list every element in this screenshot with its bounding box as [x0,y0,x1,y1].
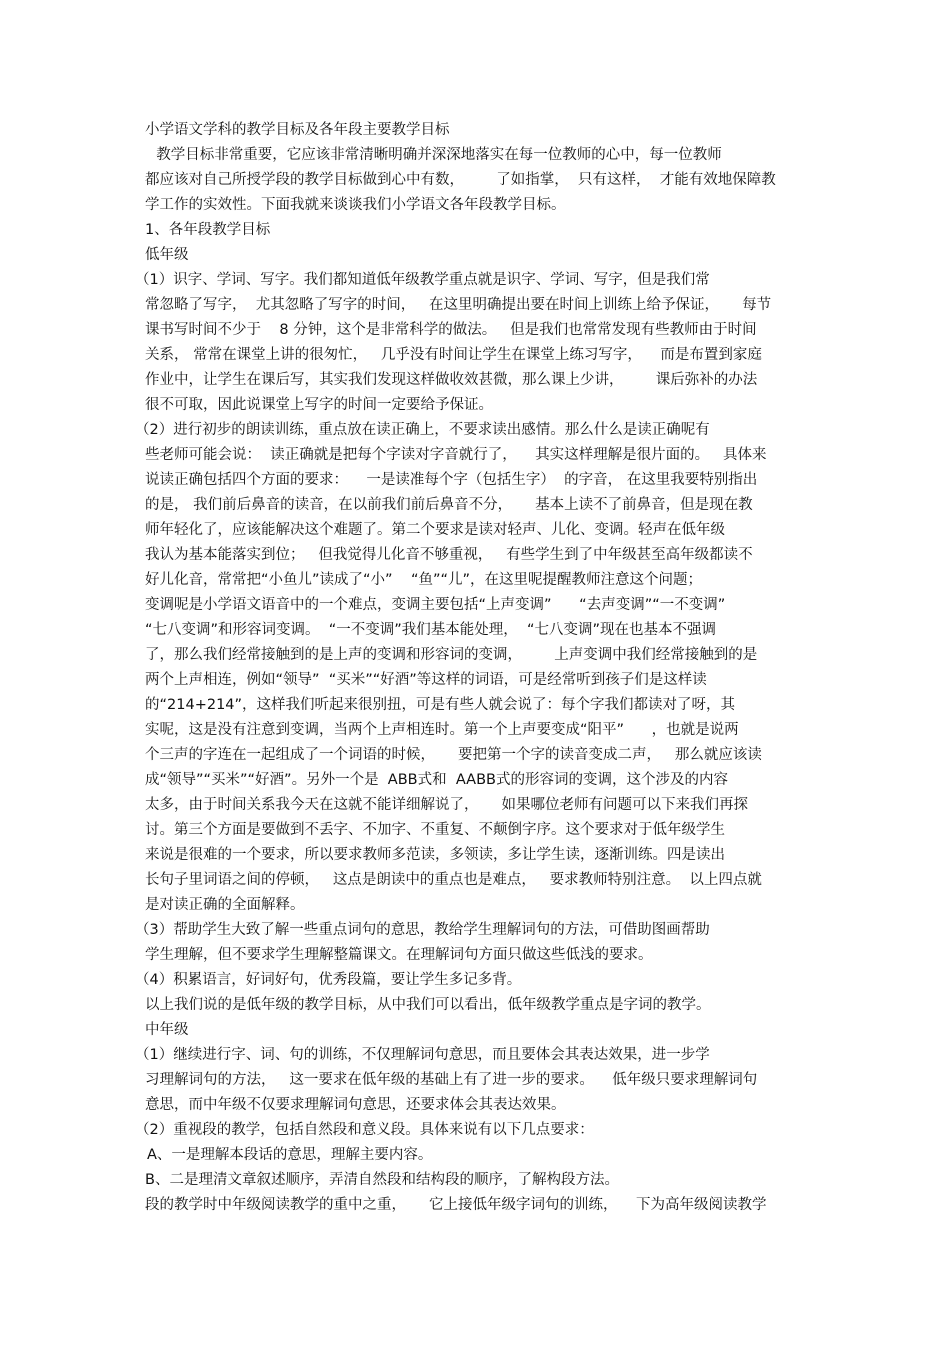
text-line: 习理解词句的方法， 这一要求在低年级的基础上有了进一步的要求。 低年级只要求理解词句 [145,1072,758,1088]
text-line: （2）进行初步的朗读训练，重点放在读正确上，不要求读出感情。那么什么是读正确呢有 [135,422,710,438]
text-line: 学工作的实效性。下面我就来谈谈我们小学语文各年段教学目标。 [145,197,566,213]
text-line: （1）继续进行字、词、句的训练，不仅理解词句意思，而且要体会其表达效果，进一步学 [135,1047,710,1063]
text-line: B、二是理清文章叙述顺序，弄清自然段和结构段的顺序，了解构段方法。 [145,1172,619,1188]
text-line: 课书写时间不少于 8 分钟，这个是非常科学的做法。 但是我们也常常发现有些教师由于时间 [145,322,757,338]
text-line: 关系， 常常在课堂上讲的很匆忙， 几乎没有时间让学生在课堂上练习写字， 而是布置到家庭 [145,347,762,363]
text-line: 太多，由于时间关系我今天在这就不能详细解说了， 如果哪位老师有问题可以下来我们再探 [145,797,749,813]
text-line: 很不可取，因此说课堂上写字的时间一定要给予保证。 [145,397,493,413]
text-line: 两个上声相连，例如“领导” “买米”“好酒”等这样的词语，可是经常听到孩子们是这样读 [145,672,707,688]
text-line: 低年级 [145,247,189,263]
text-line: （2）重视段的教学，包括自然段和意义段。具体来说有以下几点要求： [135,1122,594,1138]
text-line: 作业中，让学生在课后写，其实我们发现这样做收效甚微，那么课上少讲， 课后弥补的办法 [145,372,758,388]
text-line: 1、各年段教学目标 [145,222,271,238]
text-line: 学生理解，但不要求学生理解整篇课文。在理解词句方面只做这些低浅的要求。 [145,947,653,963]
text-line: （1）识字、学词、写字。我们都知道低年级教学重点就是识字、学词、写字，但是我们常 [135,272,710,288]
text-line: 段的教学时中年级阅读教学的重中之重， 它上接低年级字词句的训练， 下为高年级阅读教学 [145,1197,767,1213]
text-line: 了，那么我们经常接触到的是上声的变调和形容词的变调， 上声变调中我们经常接触到的是 [145,647,758,663]
text-line: 成“领导”“买米”“好酒”。另外一个是 ABB式和 AABB式的形容词的变调，这个涉及的内容 [145,772,728,788]
text-line: 来说是很难的一个要求，所以要求教师多范读，多领读，多让学生读，逐渐训练。四是读出 [145,847,725,863]
text-line: （4）积累语言，好词好句，优秀段篇，要让学生多记多背。 [135,972,522,988]
text-line: 变调呢是小学语文语音中的一个难点，变调主要包括“上声变调” “去声变调”“一不变调” [145,597,726,613]
text-line: 个三声的字连在一起组成了一个词语的时候， 要把第一个字的读音变成二声， 那么就应该读 [145,747,762,763]
text-line: 都应该对自己所授学段的教学目标做到心中有数， 了如指掌， 只有这样， 才能有效地保障教 [145,172,776,188]
text-line: 教学目标非常重要，它应该非常清晰明确并深深地落实在每一位教师的心中，每一位教师 [147,147,722,163]
text-line: （3）帮助学生大致了解一些重点词句的意思，教给学生理解词句的方法，可借助图画帮助 [135,922,710,938]
text-line: 实呢，这是没有注意到变调，当两个上声相连时。第一个上声要变成“阳平” ，也就是说两 [145,722,739,738]
text-line: 小学语文学科的教学目标及各年段主要教学目标 [145,122,450,138]
text-line: 以上我们说的是低年级的教学目标，从中我们可以看出，低年级教学重点是字词的教学。 [145,997,711,1013]
text-line: A、一是理解本段话的意思，理解主要内容。 [147,1147,433,1163]
text-line: 好儿化音，常常把“小鱼儿”读成了“小” “鱼”“儿”，在这里呢提醒教师注意这个问题； [145,572,703,588]
text-line: 的是， 我们前后鼻音的读音，在以前我们前后鼻音不分， 基本上读不了前鼻音，但是现在教 [145,497,753,513]
text-line: 的“214+214”，这样我们听起来很别扭，可是有些人就会说了：每个字我们都读对了呀，其 [145,697,736,713]
text-line: 意思，而中年级不仅要求理解词句意思，还要求体会其表达效果。 [145,1097,566,1113]
text-line: 中年级 [145,1022,189,1038]
text-line: 是对读正确的全面解释。 [145,897,305,913]
text-line: 讨。第三个方面是要做到不丢字、不加字、不重复、不颠倒字序。这个要求对于低年级学生 [145,822,725,838]
text-line: 我认为基本能落实到位； 但我觉得儿化音不够重视， 有些学生到了中年级甚至高年级都读不 [145,547,753,563]
text-line: 说读正确包括四个方面的要求： 一是读准每个字（包括生字） 的字音， 在这里我要特别指出 [145,472,758,488]
text-line: 些老师可能会说： 读正确就是把每个字读对字音就行了， 其实这样理解是很片面的。 具体来 [145,447,767,463]
text-line: 常忽略了写字， 尤其忽略了写字的时间， 在这里明确提出要在时间上训练上给予保证， 每节 [145,297,772,313]
text-line: 长句子里词语之间的停顿， 这点是朗读中的重点也是难点， 要求教师特别注意。 以上四点就 [145,872,762,888]
text-line: “七八变调”和形容词变调。 “一不变调”我们基本能处理， “七八变调”现在也基本不强调 [145,622,717,638]
text-line: 师年轻化了，应该能解决这个难题了。第二个要求是读对轻声、儿化、变调。轻声在低年级 [145,522,725,538]
